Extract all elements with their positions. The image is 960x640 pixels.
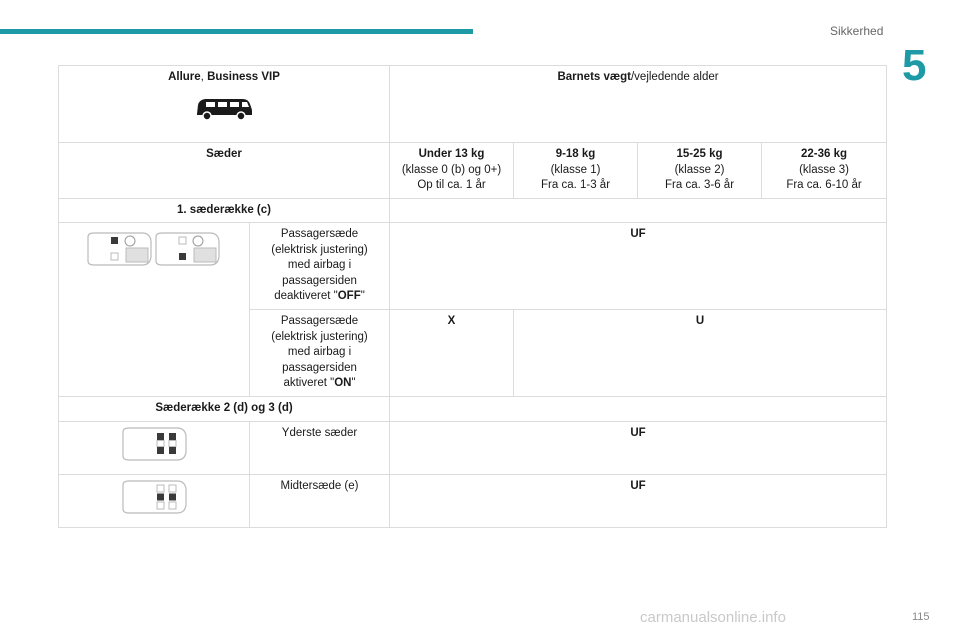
- table-row: [59, 223, 887, 310]
- passenger-seat-on-value-rearfacing: X: [390, 310, 514, 397]
- middle-seat-value: UF: [390, 474, 887, 527]
- passenger-seat-off-value: UF: [390, 223, 887, 310]
- weight-header-cell: Barnets vægt/vejledende alder: [390, 66, 887, 143]
- table-row: [59, 66, 887, 143]
- table-row: [59, 474, 887, 527]
- table-row: [59, 143, 887, 199]
- table-row: [59, 198, 887, 223]
- watermark: carmanualsonline.info: [640, 609, 786, 626]
- front-seat-diagram-cell: [59, 223, 250, 397]
- chapter-number: 5: [902, 41, 927, 90]
- child-seat-table: [58, 65, 887, 528]
- header-accent-bar: [0, 29, 473, 34]
- table-row: [59, 397, 887, 422]
- outer-seats-label: Yderste sæder: [250, 421, 390, 474]
- passenger-seat-off-label: Passagersæde (elektrisk justering) med airbag i passagersiden deaktiveret "OFF": [250, 223, 390, 310]
- section-title: Sikkerhed: [830, 24, 884, 38]
- van-icon: [63, 96, 385, 122]
- seats-header: Sæder: [59, 143, 390, 199]
- row-group-label: 1. sæderække (c): [59, 198, 390, 223]
- outer-seats-diagram-cell: [59, 421, 250, 474]
- category-cell: 15-25 kg (klasse 2) Fra ca. 3-6 år: [638, 143, 762, 199]
- outer-seats-diagram-icon: [63, 426, 245, 462]
- passenger-seat-on-value: U: [514, 310, 887, 397]
- category-cell: 22-36 kg (klasse 3) Fra ca. 6-10 år: [762, 143, 887, 199]
- middle-seat-label: Midtersæde (e): [250, 474, 390, 527]
- model-label: Allure, Business VIP: [168, 71, 280, 83]
- passenger-seat-on-label: Passagersæde (elektrisk justering) med airbag i passagersiden aktiveret "ON": [250, 310, 390, 397]
- middle-seat-diagram-cell: [59, 474, 250, 527]
- category-cell: 9-18 kg (klasse 1) Fra ca. 1-3 år: [514, 143, 638, 199]
- row-group-label: Sæderække 2 (d) og 3 (d): [59, 397, 390, 422]
- table-row: [59, 421, 887, 474]
- model-cell: [59, 66, 390, 143]
- front-seat-diagram-icon: [63, 231, 245, 267]
- page-number: 115: [912, 611, 930, 623]
- category-cell: Under 13 kg (klasse 0 (b) og 0+) Op til ca. 1 år: [390, 143, 514, 199]
- outer-seats-value: UF: [390, 421, 887, 474]
- middle-seat-diagram-icon: [63, 479, 245, 515]
